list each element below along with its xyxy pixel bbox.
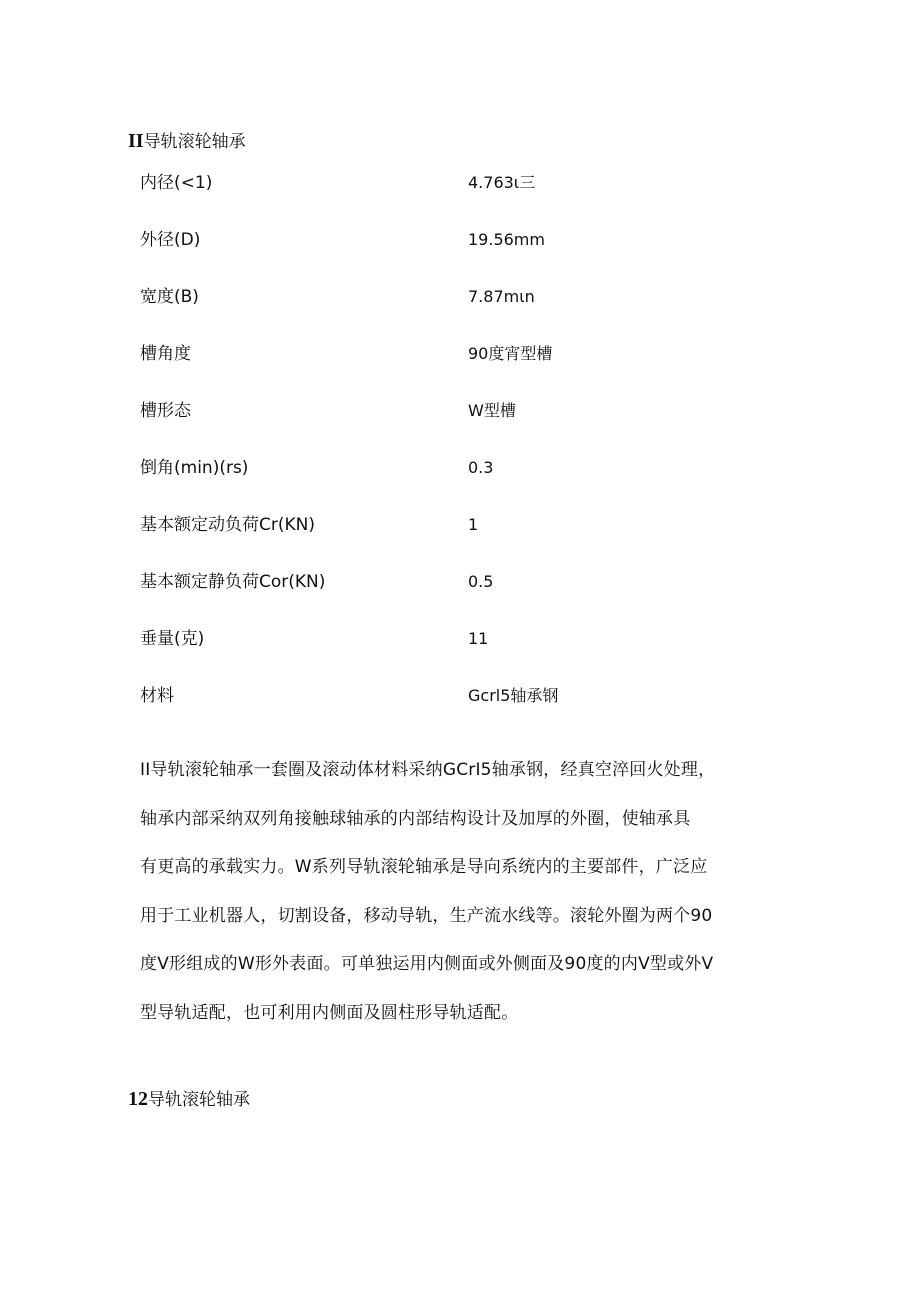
description-line: 型导轨适配，也可利用内侧面及圆柱形导轨适配。 (140, 1002, 519, 1023)
spec-label: 宽度(B) (140, 287, 199, 307)
spec-value: 0.3 (468, 458, 494, 477)
spec-value: 1 (468, 515, 479, 534)
description-line: 用于工业机器人，切割设备，移动导轨，生产流水线等。滚轮外圈为两个90 (140, 905, 713, 926)
spec-label: 外径(D) (140, 230, 201, 250)
spec-row (140, 681, 800, 738)
spec-row (140, 282, 800, 339)
spec-row (140, 510, 800, 567)
spec-value: 7.87mιn (468, 287, 535, 306)
spec-value: 90度宵型槽 (468, 344, 553, 363)
spec-row (140, 396, 800, 453)
spec-label: 材料 (140, 686, 174, 706)
spec-row (140, 624, 800, 681)
spec-row (140, 339, 800, 396)
spec-value: W型槽 (468, 401, 516, 420)
description-line: II导轨滚轮轴承一套圈及滚动体材料采纳GCrI5轴承钢，经真空淬回火处理， (140, 760, 716, 780)
section-number: II (128, 130, 144, 152)
description-paragraph (140, 746, 805, 1038)
description-line: 轴承内部采纳双列角接触球轴承的内部结构设计及加厚的外圈，使轴承具 (140, 808, 691, 829)
spec-table (140, 168, 800, 738)
spec-label: 槽形态 (140, 401, 191, 421)
section-title: 导轨滚轮轴承 (148, 1090, 250, 1110)
description-line: 有更高的承载实力。W系列导轨滚轮轴承是导向系统内的主要部件，广泛应 (140, 857, 708, 878)
section-heading-ii (128, 129, 246, 154)
spec-value: Gcrl5轴承钢 (468, 686, 559, 705)
spec-label: 倒角(min)(rs) (140, 458, 249, 478)
spec-row (140, 453, 800, 510)
spec-value: 19.56mm (468, 230, 545, 249)
section-title: 导轨滚轮轴承 (143, 132, 246, 152)
spec-label: 基本额定静负荷Cor(KN) (140, 572, 326, 592)
section-heading-12 (128, 1087, 250, 1112)
spec-value: 4.763ι三 (468, 173, 536, 192)
spec-label: 垂量(克) (140, 629, 205, 649)
spec-row (140, 225, 800, 282)
description-line: 度V形组成的W形外表面。可单独运用内侧面或外侧面及90度的内V型或外V (140, 954, 714, 975)
section-number: 12 (128, 1088, 148, 1110)
spec-value: 11 (468, 629, 489, 648)
spec-label: 内径(<1) (140, 173, 213, 193)
spec-row (140, 567, 800, 624)
spec-value: 0.5 (468, 572, 494, 591)
spec-label: 槽角度 (140, 344, 191, 364)
spec-label: 基本额定动负荷Cr(KN) (140, 515, 315, 535)
spec-row (140, 168, 800, 225)
